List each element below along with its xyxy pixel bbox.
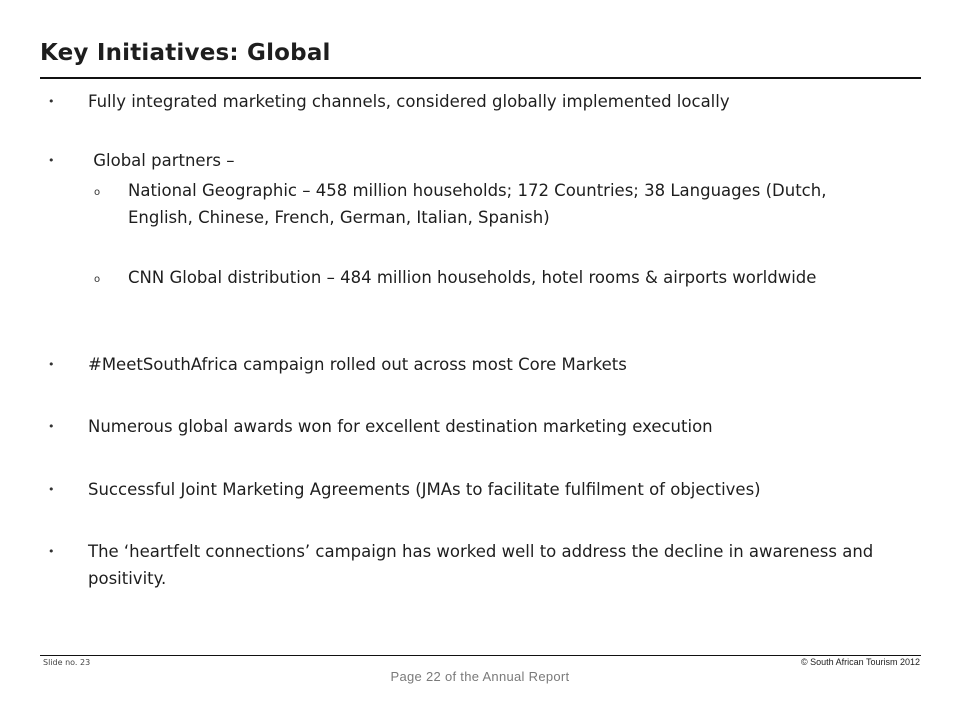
sub-bullet-icon: o [94, 187, 101, 198]
bullet-icon: • [48, 483, 55, 496]
slide-title: Key Initiatives: Global [40, 40, 331, 66]
bullet-item-joint-marketing [48, 476, 908, 503]
page-reference: Page 22 of the Annual Report [390, 669, 570, 684]
bullet-item-meet-south-africa [48, 351, 908, 378]
bullet-text: The ‘heartfelt connections’ campaign has worked well to address the decline in awareness and positivity. [88, 542, 874, 588]
bullet-icon: • [48, 95, 55, 108]
sub-bullet-item-cnn [94, 264, 894, 291]
slide-number: Slide no. 23 [43, 658, 91, 667]
copyright-notice: © South African Tourism 2012 [800, 657, 920, 667]
bullet-text: #MeetSouthAfrica campaign rolled out across most Core Markets [88, 355, 627, 374]
bullet-icon: • [48, 420, 55, 433]
title-divider [40, 77, 921, 79]
bullet-icon: • [48, 545, 55, 558]
sub-bullet-item-national-geographic [94, 177, 894, 231]
bullet-item-global-awards [48, 413, 908, 440]
bullet-text: Global partners – [88, 151, 235, 170]
bullet-text: Fully integrated marketing channels, considered globally implemented locally [88, 92, 730, 111]
bullet-item-heartfelt-connections [48, 538, 908, 592]
footer-divider [40, 655, 921, 656]
bullet-icon: • [48, 358, 55, 371]
sub-bullet-text: National Geographic – 458 million households; 172 Countries; 38 Languages (Dutch, English, Chinese, French, German, Italian, Spanish) [128, 181, 827, 227]
sub-bullet-icon: o [94, 274, 101, 285]
bullet-item-global-partners [48, 147, 908, 174]
sub-bullet-text: CNN Global distribution – 484 million households, hotel rooms & airports worldwide [128, 268, 817, 287]
bullet-icon: • [48, 154, 55, 167]
bullet-item-marketing-channels [48, 88, 908, 115]
bullet-text: Numerous global awards won for excellent destination marketing execution [88, 417, 713, 436]
bullet-text: Successful Joint Marketing Agreements (JMAs to facilitate fulfilment of objectives) [88, 480, 761, 499]
